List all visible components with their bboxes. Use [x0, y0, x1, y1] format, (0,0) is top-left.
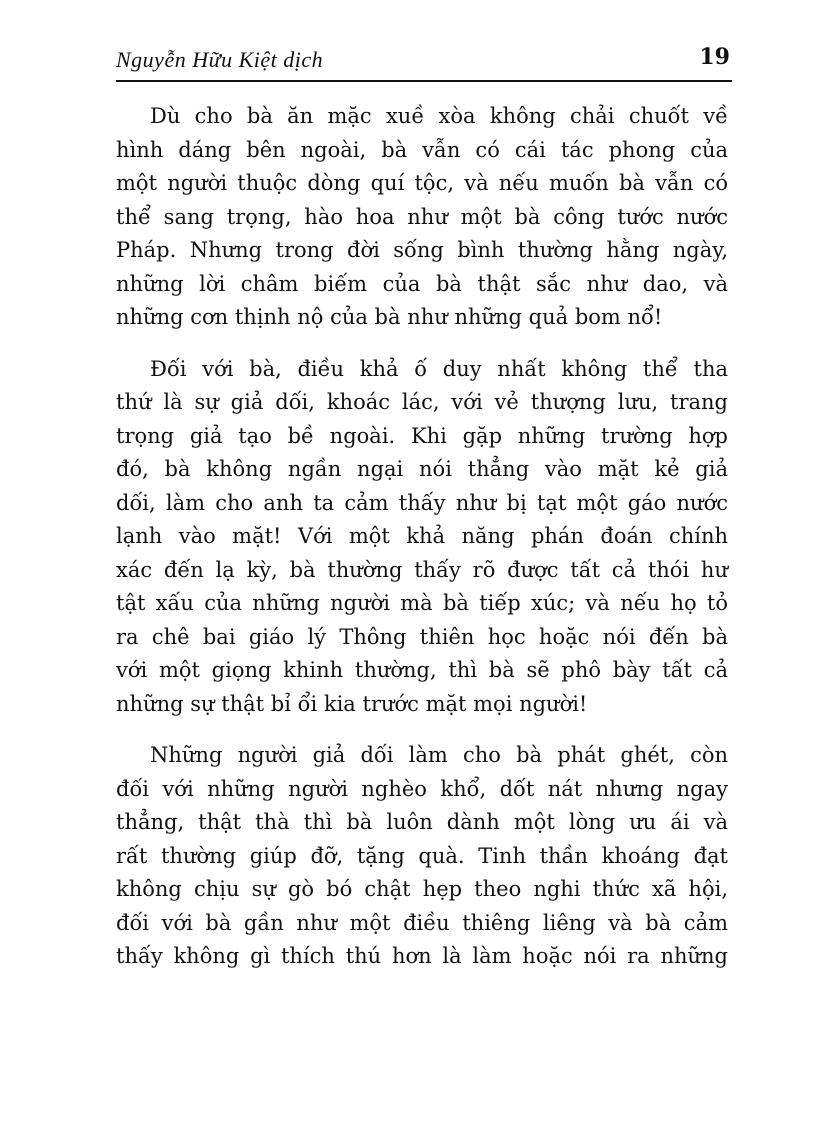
text-line: những sự thật bỉ ổi kia trước mặt mọi người! — [116, 691, 588, 716]
page-header — [116, 44, 732, 82]
text-line: đó, bà không ngần ngại nói thẳng vào mặt kẻ giả — [116, 457, 728, 481]
text-line: đối với bà gần như một điều thiêng liêng và bà cảm — [116, 910, 728, 935]
body-text — [116, 100, 728, 992]
text-line: xác đến lạ kỳ, bà thường thấy rõ được tất cả thói hư — [116, 557, 728, 582]
text-line: lạnh vào mặt! Với một khả năng phán đoán chính — [116, 524, 728, 548]
text-line: những lời châm biếm của bà thật sắc như dao, và — [116, 271, 728, 296]
text-line: thể sang trọng, hào hoa như một bà công tước nước — [116, 204, 728, 229]
page-number: 19 — [699, 44, 730, 70]
text-line: rất thường giúp đỡ, tặng quà. Tinh thần khoáng đạt — [116, 843, 728, 868]
text-line: một người thuộc dòng quí tộc, và nếu muốn bà vẫn có — [116, 171, 728, 195]
text-line: trọng giả tạo bề ngoài. Khi gặp những trường hợp — [116, 423, 728, 448]
text-line: tật xấu của những người mà bà tiếp xúc; và nếu họ tỏ — [116, 591, 728, 615]
text-line: đối với những người nghèo khổ, dốt nát nhưng ngay — [116, 776, 728, 801]
text-line: dối, làm cho anh ta cảm thấy như bị tạt một gáo nước — [116, 490, 728, 515]
header-author: Nguyễn Hữu Kiệt dịch — [116, 47, 324, 72]
text-line: Đối với bà, điều khả ố duy nhất không thể tha — [150, 356, 728, 381]
text-line: ra chê bai giáo lý Thông thiên học hoặc nói đến bà — [116, 624, 728, 649]
text-line: những cơn thịnh nộ của bà như những quả bom nổ! — [116, 305, 663, 329]
text-line: thấy không gì thích thú hơn là làm hoặc nói ra những — [116, 944, 728, 968]
text-line: hình dáng bên ngoài, bà vẫn có cái tác phong của — [116, 137, 728, 162]
text-line: Những người giả dối làm cho bà phát ghét, còn — [150, 743, 728, 767]
text-line: với một giọng khinh thường, thì bà sẽ phô bày tất cả — [116, 658, 728, 682]
paragraph-1 — [116, 100, 728, 335]
text-line: không chịu sự gò bó chật hẹp theo nghi thức xã hội, — [116, 877, 728, 901]
text-line: thẳng, thật thà thì bà luôn dành một lòng ưu ái và — [116, 810, 728, 834]
text-line: thứ là sự giả dối, khoác lác, với vẻ thượng lưu, trang — [116, 390, 728, 414]
text-line: Pháp. Nhưng trong đời sống bình thường hằng ngày, — [116, 238, 728, 262]
text-line: Dù cho bà ăn mặc xuề xòa không chải chuốt về — [150, 104, 728, 128]
paragraph-2 — [116, 353, 728, 722]
paragraph-3 — [116, 739, 728, 974]
